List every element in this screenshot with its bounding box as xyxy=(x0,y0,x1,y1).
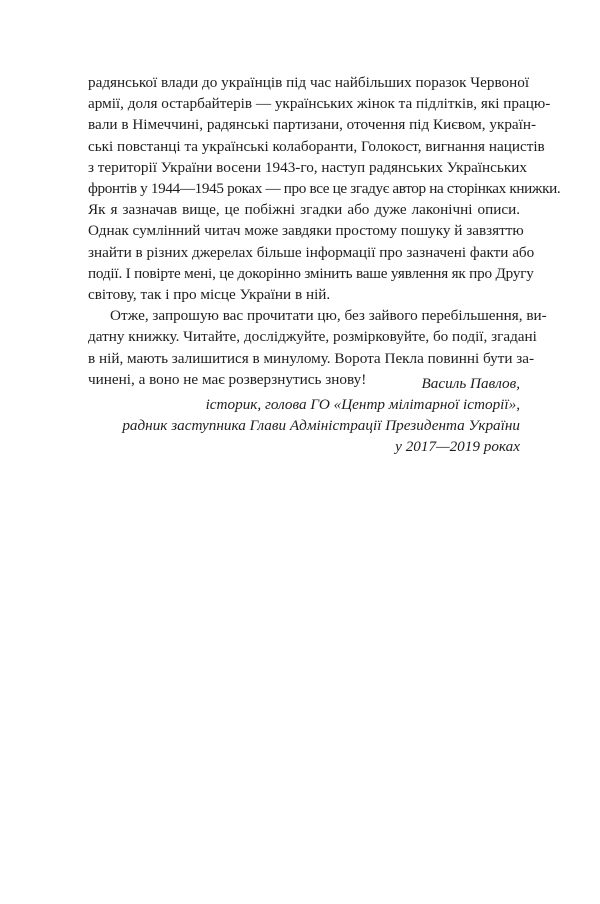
text-line: Однак сумлінний читач може завдяки простому пошуку й завзяттю xyxy=(88,222,524,240)
text-line: радянської влади до українців під час найбільших поразок Червоної xyxy=(88,74,530,91)
text-line: світову, так і про місце України в ній. xyxy=(88,286,331,304)
text-line: події. І повірте мені, це докорінно змінить ваше уявлення як про Другу xyxy=(88,264,534,282)
text-line: фронтів у 1944—1945 роках — про все це згадує автор на сторінках книжки. xyxy=(88,180,561,198)
author-name: Василь Павлов, xyxy=(421,375,520,392)
text-line: армії, доля остарбайтерів — українських жінок та підлітків, які працю- xyxy=(88,95,551,113)
author-signature xyxy=(122,373,520,457)
body-text xyxy=(88,72,561,390)
text-line: з території України восени 1943-го, наступ радянських Українських xyxy=(88,158,527,176)
text-line: вали в Німеччині, радянські партизани, оточення під Києвом, україн- xyxy=(88,116,537,134)
text-line: датну книжку. Читайте, досліджуйте, розмірковуйте, бо події, згадані xyxy=(88,328,537,346)
author-period: у 2017—2019 роках xyxy=(395,438,520,455)
text-line: в ній, мають залишитися в минулому. Ворота Пекла повинні бути за- xyxy=(88,349,535,367)
text-line: знайти в різних джерелах більше інформації про зазначені факти або xyxy=(88,243,535,261)
paragraph-1 xyxy=(88,72,561,305)
text-line: Як я зазначав вище, це побіжні згадки або дуже лаконічні описи. xyxy=(88,201,520,219)
text-line: Отже, запрошую вас прочитати цю, без зайвого перебільшення, ви- xyxy=(110,307,547,325)
text-line: ські повстанці та українські колаборанти, Голокост, вигнання нацистів xyxy=(88,137,545,155)
text-line: чинені, а воно не має розверзнутись знову! xyxy=(88,370,367,388)
author-role: радник заступника Глави Адміністрації Президента України xyxy=(122,417,520,434)
author-role: історик, голова ГО «Центр мілітарної історії», xyxy=(205,396,520,413)
